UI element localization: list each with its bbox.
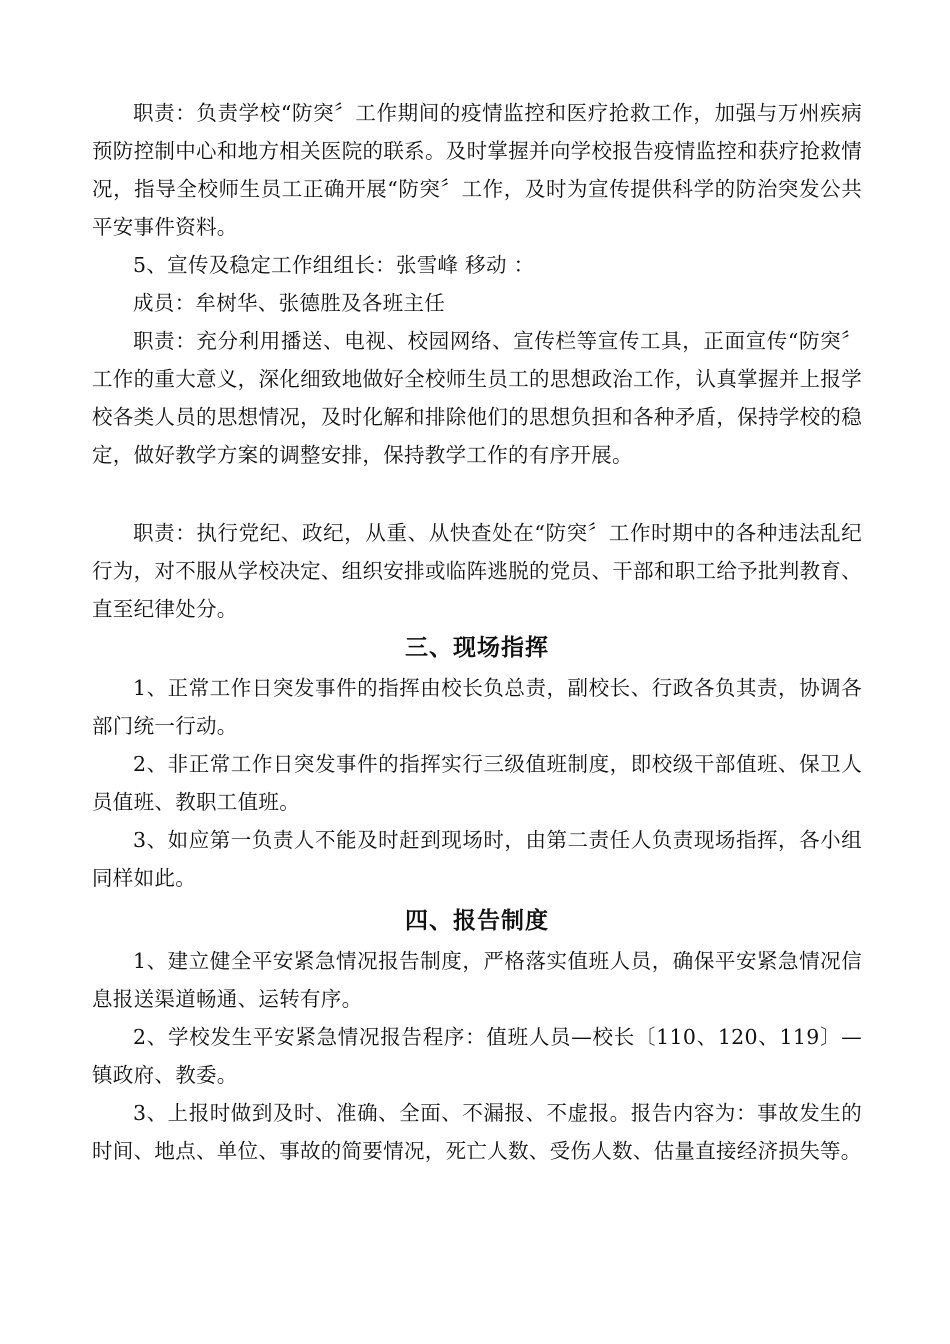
blank-line [92, 474, 862, 514]
paragraph-publicity-duties: 职责：充分利用播送、电视、校园网络、宣传栏等宣传工具，正面宣传“防突〞工作的重大意义，深化细致地做好全校师生员工的思想政治工作，认真掌握并上报学校各类人员的思想情况，及时化解和排除他们的思想负担和各种矛盾，保持学校的稳定，做好教学方案的调整安排，保持教学工作的有序开展。 [92, 329, 862, 467]
list-item: 3、如应第一负责人不能及时赶到现场时，由第二责任人负责现场指挥，各小组同样如此。 [92, 828, 862, 890]
section-heading-on-site-command: 三、现场指挥 [405, 635, 549, 661]
paragraph-discipline-duties: 职责：执行党纪、政纪，从重、从快查处在“防突〞工作时期中的各种违法乱纪行为，对不服从学校决定、组织安排或临阵逃脱的党员、干部和职工给予批判教育、直至纪律处分。 [92, 521, 862, 621]
list-item: 1、建立健全平安紧急情况报告制度，严格落实值班人员，确保平安紧急情况信息报送渠道畅通、运转有序。 [92, 949, 862, 1011]
paragraph-publicity-group-leader: 5、宣传及稳定工作组组长：张雪峰 移动 ： [133, 253, 535, 277]
list-item: 2、学校发生平安紧急情况报告程序：值班人员—校长〔110、120、119〕—镇政府、教委。 [92, 1025, 862, 1087]
paragraph-publicity-group-members: 成员：牟树华、张德胜及各班主任 [133, 291, 445, 315]
section-heading-reporting-system: 四、报告制度 [405, 908, 549, 934]
list-item: 3、上报时做到及时、准确、全面、不漏报、不虚报。报告内容为：事故发生的时间、地点、单位、事故的简要情况，死亡人数、受伤人数、估量直接经济损失等。 [92, 1101, 862, 1163]
list-item: 2、非正常工作日突发事件的指挥实行三级值班制度，即校级干部值班、保卫人员值班、教职工值班。 [92, 752, 862, 814]
list-item: 1、正常工作日突发事件的指挥由校长负总责，副校长、行政各负其责，协调各部门统一行动。 [92, 676, 862, 738]
paragraph-medical-duties: 职责：负责学校“防突〞工作期间的疫情监控和医疗抢救工作，加强与万州疾病预防控制中心和地方相关医院的联系。及时掌握并向学校报告疫情监控和获疗抢救情况，指导全校师生员工正确开展“防突〞工作，及时为宣传提供科学的防治突发公共平安事件资料。 [92, 101, 862, 239]
document-body [92, 94, 862, 1170]
